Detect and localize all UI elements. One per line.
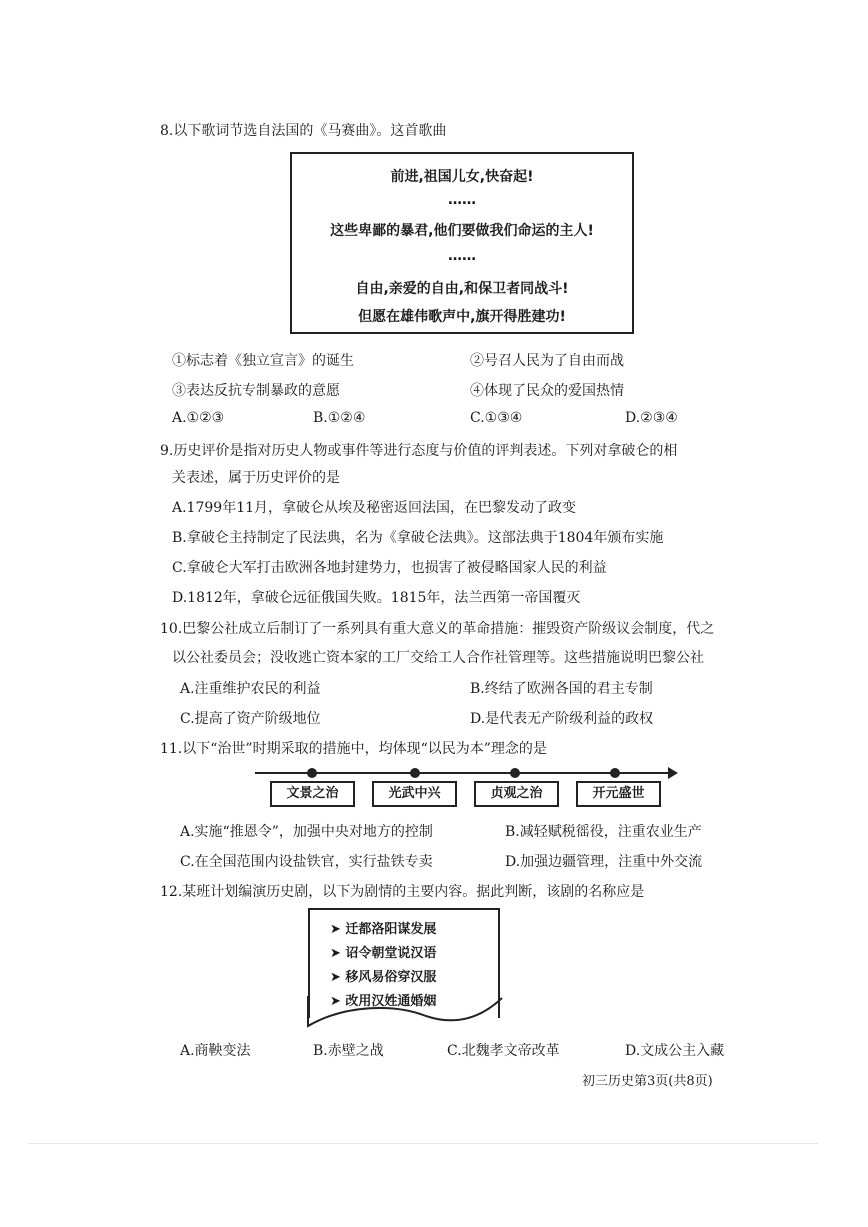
q9-option-d: D.1812年，拿破仑远征俄国失败。1815年，法兰西第一帝国覆灭: [172, 590, 581, 606]
q11-option-c: C.在全国范围内设盐铁官，实行盐铁专卖: [180, 854, 433, 870]
lyrics-box: [290, 152, 634, 334]
timeline-period: 贞观之治: [474, 781, 559, 807]
timeline-dot: [410, 768, 420, 778]
q12-option-c: C.北魏孝文帝改革: [447, 1043, 560, 1059]
lyric-line: 这些卑鄙的暴君,他们要做我们命运的主人!: [330, 223, 594, 239]
q12-option-b: B.赤壁之战: [313, 1043, 384, 1059]
timeline-axis: [255, 772, 670, 774]
lyric-line: 但愿在雄伟歌声中,旗开得胜建功!: [358, 309, 566, 325]
q11-option-b: B.减轻赋税徭役，注重农业生产: [505, 824, 702, 840]
timeline-period: 光武中兴: [372, 781, 457, 807]
q11-option-a: A.实施“推恩令”，加强中央对地方的控制: [180, 824, 433, 840]
q8-option-a: A.①②③: [172, 410, 225, 426]
q12-stem: 12.某班计划编演历史剧，以下为剧情的主要内容。据此判断，该剧的名称应是: [160, 884, 645, 900]
q10-option-c: C.提高了资产阶级地位: [180, 711, 321, 727]
q10-option-d: D.是代表无产阶级利益的政权: [470, 711, 654, 727]
page-footer: 初三历史第3页(共8页): [582, 1074, 713, 1089]
q12-option-d: D.文成公主入藏: [625, 1043, 725, 1059]
q8-item-2: ②号召人民为了自由而战: [470, 353, 624, 369]
timeline-period: 文景之治: [270, 781, 355, 807]
q10-option-a: A.注重维护农民的利益: [180, 681, 321, 697]
q10-stem-cont: 以公社委员会；没收逃亡资本家的工厂交给工人合作社管理等。这些措施说明巴黎公社: [172, 650, 704, 666]
q10-stem: 10.巴黎公社成立后制订了一系列具有重大意义的革命措施：摧毁资产阶级议会制度，代之: [160, 621, 715, 637]
timeline-dot: [610, 768, 620, 778]
q8-stem: 8.以下歌词节选自法国的《马赛曲》。这首歌曲: [160, 123, 447, 139]
q8-item-4: ④体现了民众的爱国热情: [470, 383, 624, 399]
q9-option-a: A.1799年11月，拿破仑从埃及秘密返回法国，在巴黎发动了政变: [172, 500, 577, 516]
q11-option-d: D.加强边疆管理，注重中外交流: [505, 854, 703, 870]
q11-stem: 11.以下“治世”时期采取的措施中，均体现“以民为本”理念的是: [160, 741, 547, 757]
q10-option-b: B.终结了欧洲各国的君主专制: [470, 681, 653, 697]
page-divider: [28, 1143, 818, 1144]
q9-stem-cont: 关表述，属于历史评价的是: [172, 470, 340, 486]
q8-option-b: B.①②④: [313, 410, 366, 426]
q9-option-c: C.拿破仑大军打击欧洲各地封建势力，也损害了被侵略国家人民的利益: [172, 560, 607, 576]
q12-option-a: A.商鞅变法: [180, 1043, 251, 1059]
q8-option-d: D.②③④: [625, 410, 678, 426]
lyric-ellipsis: ……: [448, 248, 476, 264]
timeline-arrow-icon: [668, 767, 678, 779]
q8-option-c: C.①③④: [470, 410, 523, 426]
plot-item: ➤ 改用汉姓通婚姻: [330, 994, 437, 1009]
timeline-dot: [307, 768, 317, 778]
q8-item-1: ①标志着《独立宣言》的诞生: [172, 353, 354, 369]
plot-item: ➤ 诏令朝堂说汉语: [330, 946, 437, 961]
lyric-ellipsis: ……: [448, 192, 476, 208]
plot-item: ➤ 迁都洛阳谋发展: [330, 922, 437, 937]
q9-option-b: B.拿破仑主持制定了民法典，名为《拿破仑法典》。这部法典于1804年颁布实施: [172, 530, 664, 546]
q8-item-3: ③表达反抗专制暴政的意愿: [172, 383, 340, 399]
plot-item: ➤ 移风易俗穿汉服: [330, 970, 437, 985]
lyric-line: 自由,亲爱的自由,和保卫者同战斗!: [355, 281, 569, 297]
lyric-line: 前进,祖国儿女,快奋起!: [390, 169, 534, 185]
q9-stem: 9.历史评价是指对历史人物或事件等进行态度与价值的评判表述。下列对拿破仑的相: [160, 443, 678, 459]
timeline-dot: [510, 768, 520, 778]
timeline-period: 开元盛世: [576, 781, 661, 807]
